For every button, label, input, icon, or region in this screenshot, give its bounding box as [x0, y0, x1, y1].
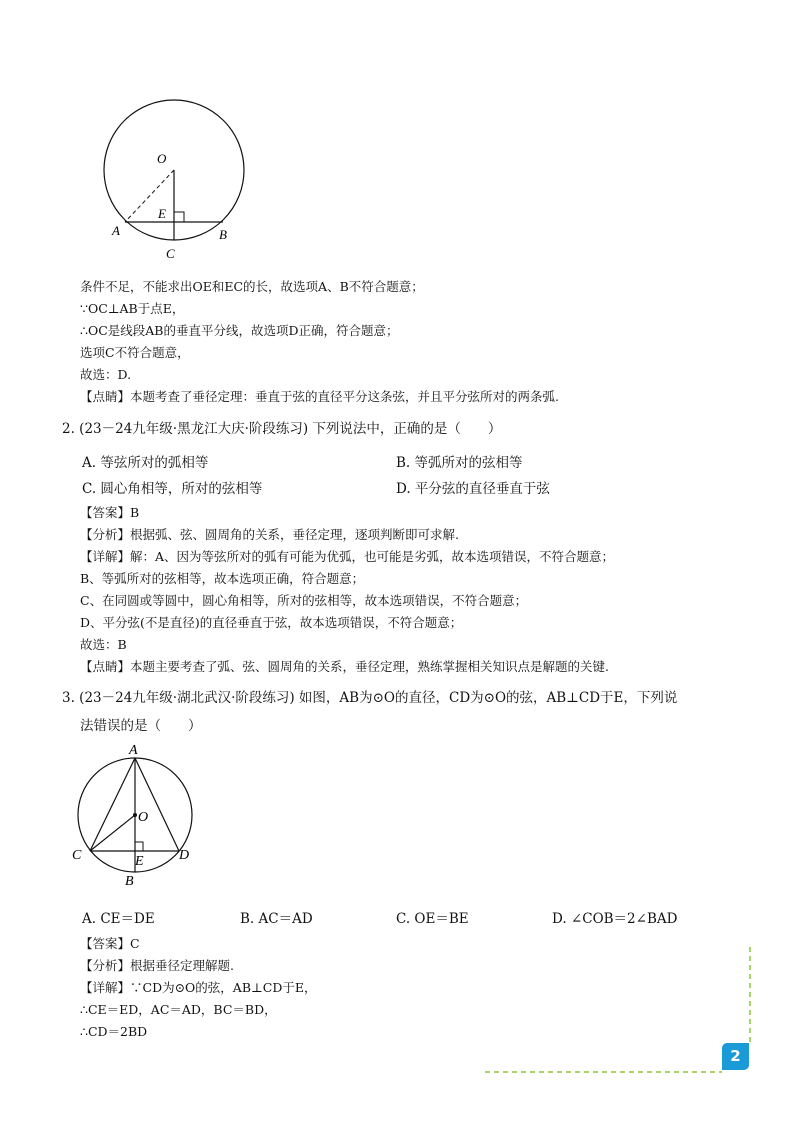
q3-detail-3: ∴CD＝2BD [80, 1024, 148, 1039]
q2-detail-2: B、等弧所对的弦相等，故本选项正确，符合题意； [80, 571, 365, 586]
q3-detail-2: ∴CE＝ED，AC＝AD，BC＝BD， [80, 1002, 277, 1017]
page-number-badge: 2 [722, 1043, 749, 1070]
q1-line-1: 条件不足，不能求出OE和EC的长，故选项A、B不符合题意； [80, 279, 424, 294]
page-corner-decoration [480, 945, 755, 1080]
label-O: O [157, 151, 167, 166]
q1-line-5: 故选：D. [80, 367, 132, 382]
q2-detail-4: D、平分弦(不是直径)的直径垂直于弦，故本选项错误，不符合题意； [80, 615, 463, 630]
q2-answer: 【答案】B [80, 505, 140, 520]
q2-stem: 2. (23－24九年级·黑龙江大庆·阶段练习) 下列说法中，正确的是（ ） [62, 421, 502, 437]
label-E: E [135, 854, 144, 869]
label-A: A [112, 223, 120, 238]
label-C: C [166, 246, 175, 261]
figure-circle-diameter [68, 740, 198, 890]
q2-option-c: C. 圆心角相等，所对的弦相等 [82, 481, 263, 497]
q2-detail-5: 故选：B [80, 637, 127, 652]
label-B: B [219, 227, 227, 242]
figure-circle-chord [95, 95, 255, 270]
q2-option-a: A. 等弦所对的弧相等 [82, 455, 209, 471]
q3-stem-1: 3. (23－24九年级·湖北武汉·阶段练习) 如图，AB为⊙O的直径，CD为⊙O的弦，AB⊥CD于E，下列说 [62, 690, 678, 706]
q2-option-d: D. 平分弦的直径垂直于弦 [396, 481, 550, 497]
q2-option-b: B. 等弧所对的弦相等 [396, 455, 523, 471]
label-A: A [129, 743, 138, 758]
q3-detail-1: 【详解】∵CD为⊙O的弦，AB⊥CD于E， [80, 980, 317, 995]
label-E: E [158, 206, 166, 221]
q3-analysis: 【分析】根据垂径定理解题. [80, 958, 234, 973]
q3-answer: 【答案】C [80, 936, 140, 951]
q3-option-b: B. AC＝AD [240, 911, 313, 927]
q1-line-4: 选项C不符合题意， [80, 345, 190, 360]
q3-option-c: C. OE＝BE [396, 911, 469, 927]
q1-remark: 【点睛】本题考查了垂径定理：垂直于弦的直径平分这条弦，并且平分弦所对的两条弧. [80, 389, 559, 404]
q2-detail-1: 【详解】解：A、因为等弦所对的弧有可能为优弧，也可能是劣弧，故本选项错误，不符合题意； [80, 549, 615, 564]
label-B: B [125, 874, 134, 889]
q2-analysis: 【分析】根据弧、弦、圆周角的关系，垂径定理，逐项判断即可求解. [80, 527, 459, 542]
label-D: D [179, 848, 190, 863]
label-O: O [138, 810, 149, 825]
q2-detail-3: C、在同圆或等圆中，圆心角相等，所对的弦相等，故本选项错误，不符合题意； [80, 593, 528, 608]
q1-line-3: ∴OC是线段AB的垂直平分线，故选项D正确，符合题意； [80, 323, 399, 338]
label-C: C [72, 848, 82, 863]
q3-option-a: A. CE＝DE [82, 911, 155, 927]
q2-remark: 【点睛】本题主要考查了弧、弦、圆周角的关系，垂径定理，熟练掌握相关知识点是解题的关键. [80, 659, 609, 674]
q3-option-d: D. ∠COB＝2∠BAD [552, 911, 678, 927]
q1-line-2: ∵OC⊥AB于点E， [80, 301, 185, 316]
q3-stem-2: 法错误的是（ ） [80, 718, 202, 734]
